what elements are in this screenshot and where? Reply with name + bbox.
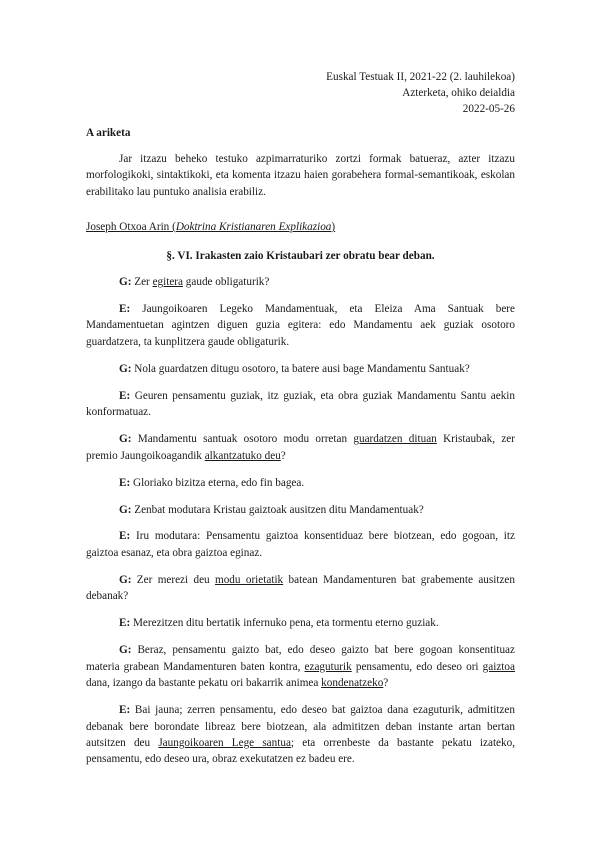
text-run: Nola guardatzen ditugu osotoro, ta batere ausi bage Mandamentu Santuak? [131, 362, 470, 375]
exam-date: 2022-05-26 [462, 103, 515, 116]
underlined-form: kondenatzeko [321, 677, 384, 690]
source-author: Joseph Otxoa Arin ( [86, 221, 176, 233]
section-title: §. VI. Irakasten zaio Kristaubari zer obratu bear deban. [166, 250, 435, 262]
text-run: ? [383, 677, 389, 690]
underlined-form: egitera [152, 276, 183, 288]
text-run: Merezitzen ditu bertatik infernuko pena, eta tormentu eterno guziak. [130, 617, 439, 630]
answer-paragraph [86, 615, 515, 631]
question-paragraph [86, 642, 515, 691]
underlined-form: ezaguturik [304, 660, 352, 673]
speaker-label: E: [119, 617, 131, 630]
text-run: Zer merezi deu [131, 573, 216, 586]
text-run: batean Mandamenturen bat grabemente ausitzen debanak? [86, 573, 515, 603]
speaker-label: E: [119, 389, 131, 402]
speaker-label: G: [119, 362, 132, 375]
exercise-heading: A ariketa [86, 127, 131, 139]
speaker-label: G: [119, 573, 132, 586]
speaker-label: E: [119, 302, 131, 315]
text-run: Zer [131, 276, 153, 288]
text-run: Jaungoikoaren Legeko Mandamentuak, eta Eleiza Ama Santuak bere Mandamentuetan agintzen diguen guzia egitera: edo Mandamentu aek guziak osotoro guardatzera, ta kunplitzera gaude obligaturik. [86, 302, 515, 348]
answer-paragraph [86, 702, 515, 768]
text-run: Iru modutara: Pensamentu gaiztoa konsentiduaz bere biotzean, edo gogoan, itz gaiztoa esanaz, eta obra gaiztoa eginaz. [86, 530, 515, 559]
text-run: Zenbat modutara Kristau gaiztoak ausitzen ditu Mandamentuak? [131, 503, 424, 516]
text-run: Kristaubak, zer premio Jaungoikoagandik [86, 433, 515, 462]
answer-paragraph [86, 388, 515, 421]
speaker-label: E: [119, 704, 131, 717]
question-paragraph [86, 502, 515, 518]
text-run: gaude obligaturik? [183, 276, 270, 288]
text-run: ? [280, 449, 286, 462]
speaker-label: G: [119, 503, 132, 516]
text-run: Bai jauna; zerren pensamentu, edo deseo bat gaiztoa dana ezaguturik, admititzen debanak bere borondate libreaz bere biotzean, ala admititzen deban instante artan bertan autsitzen deu [86, 704, 515, 750]
question-paragraph [86, 361, 515, 377]
dialog-text [86, 274, 515, 778]
text-run: Mandamentu santuak osotoro modu orretan [131, 433, 354, 446]
question-paragraph [86, 274, 515, 290]
speaker-label: G: [119, 644, 132, 657]
speaker-label: E: [119, 530, 131, 543]
underlined-form: modu orietatik [215, 573, 284, 586]
question-paragraph [86, 431, 515, 464]
exam-header [326, 69, 515, 117]
course-line: Euskal Testuak II, 2021-22 (2. lauhilekoa) [326, 71, 515, 83]
exam-session-line: Azterketa, ohiko deialdia [402, 87, 515, 100]
text-source [86, 219, 335, 235]
text-run: pensamentu, edo deseo ori [351, 660, 483, 673]
speaker-label: G: [119, 433, 132, 446]
text-run: Beraz, pensamentu gaizto bat, edo deseo gaizto bat bere gogoan konsentituaz materia grabean Mandamenturen baten kontra, [86, 644, 515, 673]
answer-paragraph [86, 301, 515, 350]
speaker-label: G: [119, 276, 132, 288]
answer-paragraph [86, 528, 515, 561]
instructions-paragraph: Jar itzazu beheko testuko azpimarraturiko zortzi formak batueraz, azter itzazu morfologikoki, sintaktikoki, eta komenta itzazu haien gorabehera formal-semantikoak, eskolan erabilitako lau puntuko analisia erabiliz. [86, 153, 515, 198]
text-run: ; eta orrenbeste da bastante pekatu izateko, pensamentu, edo deseo ura, obraz exekutatzen ez badeu ere. [86, 737, 516, 766]
underlined-form: Jaungoikoaren Lege santua [158, 737, 291, 750]
underlined-form: gaiztoa [482, 660, 515, 673]
text-run: dana, izango da bastante pekatu ori bakarrik animea [86, 677, 322, 690]
text-run: Geuren pensamentu guziak, itz guziak, eta obra guziak Mandamentu Santu aekin konformatuaz. [86, 389, 515, 419]
question-paragraph [86, 572, 515, 605]
underlined-form: alkantzatuko deu [204, 449, 281, 462]
source-work-title: Doktrina Kristianaren Explikazioa [175, 221, 332, 233]
text-run: Gloriako bizitza eterna, edo fin bagea. [130, 476, 305, 489]
answer-paragraph [86, 475, 515, 491]
speaker-label: E: [119, 476, 131, 489]
source-close: ) [331, 221, 336, 233]
underlined-form: guardatzen dituan [353, 433, 437, 446]
